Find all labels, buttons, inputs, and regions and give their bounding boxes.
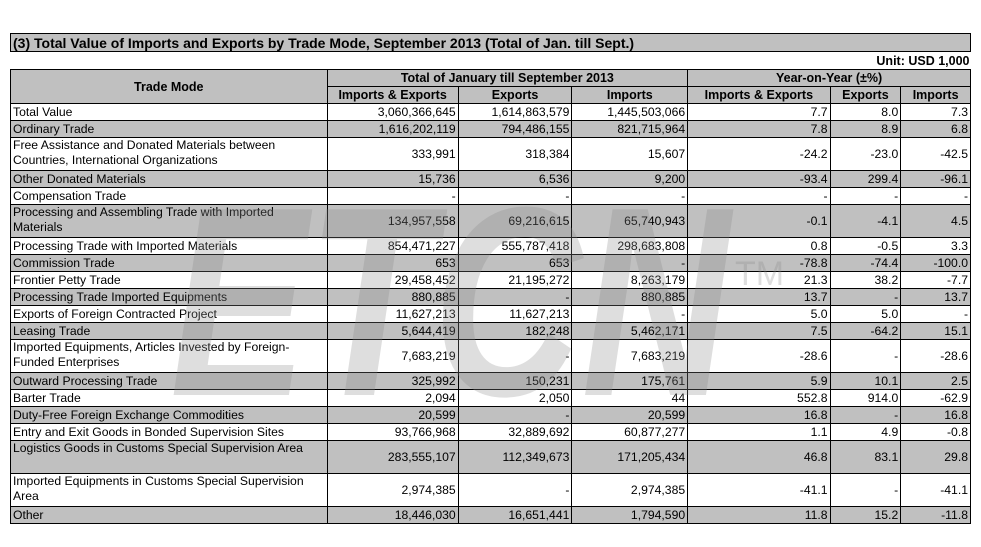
total-imports-cell: 880,885 (572, 289, 688, 306)
yoy-imports-cell: 15.1 (901, 323, 971, 340)
col-header-yoy-exports: Exports (830, 87, 901, 104)
total-imports-exports-cell: - (327, 188, 458, 205)
yoy-imports-exports-cell: 21.3 (688, 272, 830, 289)
yoy-exports-cell: - (830, 340, 901, 373)
total-imports-cell: - (572, 255, 688, 272)
total-imports-exports-cell: 5,644,419 (327, 323, 458, 340)
total-exports-cell: 794,486,155 (458, 121, 572, 138)
yoy-group-header: Year-on-Year (±%) (688, 70, 971, 87)
total-imports-cell: 171,205,434 (572, 441, 688, 474)
yoy-exports-cell: -64.2 (830, 323, 901, 340)
yoy-exports-cell: 8.0 (830, 104, 901, 121)
total-imports-exports-cell: 29,458,452 (327, 272, 458, 289)
yoy-imports-cell: -42.5 (901, 138, 971, 171)
header-row-1 (11, 70, 971, 87)
yoy-imports-cell: -28.6 (901, 340, 971, 373)
total-exports-cell: 555,787,418 (458, 238, 572, 255)
total-imports-cell: 175,761 (572, 373, 688, 390)
table-row (11, 238, 971, 255)
total-imports-cell: 5,462,171 (572, 323, 688, 340)
yoy-imports-cell: 4.5 (901, 205, 971, 238)
trade-mode-cell: Imported Equipments, Articles Invested by Foreign-Funded Enterprises (11, 340, 328, 373)
yoy-exports-cell: 10.1 (830, 373, 901, 390)
trade-mode-cell: Logistics Goods in Customs Special Supervision Area (11, 441, 328, 474)
total-imports-cell: 7,683,219 (572, 340, 688, 373)
yoy-imports-cell: 3.3 (901, 238, 971, 255)
table-row (11, 441, 971, 474)
total-imports-cell: 8,263,179 (572, 272, 688, 289)
table-row (11, 272, 971, 289)
table-row (11, 323, 971, 340)
yoy-imports-exports-cell: -28.6 (688, 340, 830, 373)
table-row (11, 424, 971, 441)
table-row (11, 373, 971, 390)
yoy-imports-exports-cell: -93.4 (688, 171, 830, 188)
col-header-yoy-imports-exports: Imports & Exports (688, 87, 830, 104)
total-imports-cell: 60,877,277 (572, 424, 688, 441)
yoy-exports-cell: - (830, 289, 901, 306)
trade-mode-cell: Exports of Foreign Contracted Project (11, 306, 328, 323)
col-header-total-exports: Exports (458, 87, 572, 104)
unit-row (11, 52, 971, 70)
table-body (11, 104, 971, 524)
total-exports-cell: 6,536 (458, 171, 572, 188)
yoy-imports-cell: -62.9 (901, 390, 971, 407)
total-exports-cell: 16,651,441 (458, 507, 572, 524)
yoy-imports-exports-cell: 7.8 (688, 121, 830, 138)
total-imports-exports-cell: 1,616,202,119 (327, 121, 458, 138)
yoy-imports-cell: 7.3 (901, 104, 971, 121)
table-row (11, 255, 971, 272)
total-imports-exports-cell: 7,683,219 (327, 340, 458, 373)
yoy-imports-cell: - (901, 188, 971, 205)
yoy-imports-cell: 13.7 (901, 289, 971, 306)
trade-mode-cell: Processing and Assembling Trade with Imported Materials (11, 205, 328, 238)
trade-mode-cell: Frontier Petty Trade (11, 272, 328, 289)
yoy-imports-exports-cell: 552.8 (688, 390, 830, 407)
trade-mode-cell: Barter Trade (11, 390, 328, 407)
total-exports-cell: 21,195,272 (458, 272, 572, 289)
yoy-imports-cell: 29.8 (901, 441, 971, 474)
yoy-imports-cell: - (901, 306, 971, 323)
yoy-imports-exports-cell: 5.0 (688, 306, 830, 323)
trade-mode-cell: Entry and Exit Goods in Bonded Supervision Sites (11, 424, 328, 441)
col-header-yoy-imports: Imports (901, 87, 971, 104)
yoy-imports-cell: 16.8 (901, 407, 971, 424)
total-imports-cell: 1,445,503,066 (572, 104, 688, 121)
yoy-exports-cell: -74.4 (830, 255, 901, 272)
total-exports-cell: - (458, 407, 572, 424)
yoy-imports-exports-cell: 13.7 (688, 289, 830, 306)
yoy-imports-exports-cell: 16.8 (688, 407, 830, 424)
watermark-text: ETCN (170, 170, 736, 430)
table-row (11, 390, 971, 407)
total-imports-exports-cell: 325,992 (327, 373, 458, 390)
total-exports-cell: 69,216,615 (458, 205, 572, 238)
total-exports-cell: - (458, 474, 572, 507)
total-imports-cell: - (572, 306, 688, 323)
table-row (11, 507, 971, 524)
trade-mode-table (10, 52, 971, 524)
yoy-imports-cell: -96.1 (901, 171, 971, 188)
total-imports-exports-cell: 15,736 (327, 171, 458, 188)
table-row (11, 138, 971, 171)
total-exports-cell: 653 (458, 255, 572, 272)
yoy-exports-cell: - (830, 188, 901, 205)
total-exports-cell: - (458, 289, 572, 306)
total-exports-cell: 150,231 (458, 373, 572, 390)
yoy-exports-cell: 15.2 (830, 507, 901, 524)
yoy-imports-exports-cell: 7.7 (688, 104, 830, 121)
total-exports-cell: - (458, 340, 572, 373)
total-imports-cell: 44 (572, 390, 688, 407)
watermark-tm: TM (735, 255, 785, 293)
total-imports-exports-cell: 880,885 (327, 289, 458, 306)
yoy-imports-cell: 6.8 (901, 121, 971, 138)
col-header-total-imports-exports: Imports & Exports (327, 87, 458, 104)
trade-mode-cell: Ordinary Trade (11, 121, 328, 138)
total-imports-exports-cell: 2,094 (327, 390, 458, 407)
table-row (11, 474, 971, 507)
yoy-imports-exports-cell: 1.1 (688, 424, 830, 441)
col-header-total-imports: Imports (572, 87, 688, 104)
table-row (11, 171, 971, 188)
yoy-imports-exports-cell: 7.5 (688, 323, 830, 340)
total-imports-exports-cell: 18,446,030 (327, 507, 458, 524)
yoy-exports-cell: 83.1 (830, 441, 901, 474)
yoy-imports-cell: 2.5 (901, 373, 971, 390)
yoy-imports-cell: -11.8 (901, 507, 971, 524)
total-exports-cell: 1,614,863,579 (458, 104, 572, 121)
yoy-exports-cell: -0.5 (830, 238, 901, 255)
yoy-imports-exports-cell: 11.8 (688, 507, 830, 524)
trade-mode-cell: Duty-Free Foreign Exchange Commodities (11, 407, 328, 424)
trade-mode-cell: Imported Equipments in Customs Special Supervision Area (11, 474, 328, 507)
total-imports-exports-cell: 20,599 (327, 407, 458, 424)
total-exports-cell: 32,889,692 (458, 424, 572, 441)
yoy-imports-cell: -100.0 (901, 255, 971, 272)
table-row (11, 188, 971, 205)
total-imports-cell: - (572, 188, 688, 205)
yoy-imports-exports-cell: 46.8 (688, 441, 830, 474)
total-imports-cell: 2,974,385 (572, 474, 688, 507)
trade-mode-cell: Processing Trade Imported Equipments (11, 289, 328, 306)
yoy-imports-exports-cell: - (688, 188, 830, 205)
yoy-exports-cell: 38.2 (830, 272, 901, 289)
table-row (11, 340, 971, 373)
total-exports-cell: 318,384 (458, 138, 572, 171)
total-imports-cell: 65,740,943 (572, 205, 688, 238)
yoy-exports-cell: -23.0 (830, 138, 901, 171)
total-exports-cell: - (458, 188, 572, 205)
total-imports-exports-cell: 854,471,227 (327, 238, 458, 255)
total-imports-cell: 1,794,590 (572, 507, 688, 524)
total-exports-cell: 11,627,213 (458, 306, 572, 323)
yoy-exports-cell: 5.0 (830, 306, 901, 323)
total-imports-exports-cell: 3,060,366,645 (327, 104, 458, 121)
total-imports-cell: 9,200 (572, 171, 688, 188)
table-row (11, 306, 971, 323)
unit-label: Unit: USD 1,000 (876, 53, 970, 68)
total-imports-exports-cell: 283,555,107 (327, 441, 458, 474)
yoy-imports-exports-cell: 0.8 (688, 238, 830, 255)
total-group-header: Total of January till September 2013 (327, 70, 688, 87)
table-row (11, 104, 971, 121)
total-imports-cell: 15,607 (572, 138, 688, 171)
yoy-imports-exports-cell: -78.8 (688, 255, 830, 272)
yoy-imports-exports-cell: -41.1 (688, 474, 830, 507)
total-imports-exports-cell: 134,957,558 (327, 205, 458, 238)
trade-mode-cell: Commission Trade (11, 255, 328, 272)
total-imports-cell: 821,715,964 (572, 121, 688, 138)
trade-mode-cell: Outward Processing Trade (11, 373, 328, 390)
yoy-exports-cell: - (830, 407, 901, 424)
table-row (11, 205, 971, 238)
trade-mode-cell: Other (11, 507, 328, 524)
trade-mode-header: Trade Mode (11, 70, 328, 104)
trade-mode-cell: Free Assistance and Donated Materials between Countries, International Organizations (11, 138, 328, 171)
yoy-imports-exports-cell: 5.9 (688, 373, 830, 390)
yoy-exports-cell: -4.1 (830, 205, 901, 238)
total-imports-exports-cell: 333,991 (327, 138, 458, 171)
total-imports-cell: 298,683,808 (572, 238, 688, 255)
total-exports-cell: 182,248 (458, 323, 572, 340)
yoy-imports-cell: -7.7 (901, 272, 971, 289)
yoy-imports-exports-cell: -0.1 (688, 205, 830, 238)
total-imports-exports-cell: 653 (327, 255, 458, 272)
yoy-exports-cell: 299.4 (830, 171, 901, 188)
table-title: (3) Total Value of Imports and Exports by Trade Mode, September 2013 (Total of Jan. till Sept.) (10, 33, 971, 52)
yoy-imports-exports-cell: -24.2 (688, 138, 830, 171)
trade-mode-cell: Leasing Trade (11, 323, 328, 340)
yoy-exports-cell: 8.9 (830, 121, 901, 138)
trade-mode-cell: Total Value (11, 104, 328, 121)
total-imports-exports-cell: 2,974,385 (327, 474, 458, 507)
yoy-exports-cell: - (830, 474, 901, 507)
yoy-imports-cell: -0.8 (901, 424, 971, 441)
yoy-exports-cell: 914.0 (830, 390, 901, 407)
total-imports-exports-cell: 11,627,213 (327, 306, 458, 323)
trade-mode-cell: Processing Trade with Imported Materials (11, 238, 328, 255)
yoy-exports-cell: 4.9 (830, 424, 901, 441)
total-imports-cell: 20,599 (572, 407, 688, 424)
total-exports-cell: 112,349,673 (458, 441, 572, 474)
table-row (11, 289, 971, 306)
total-imports-exports-cell: 93,766,968 (327, 424, 458, 441)
trade-mode-cell: Other Donated Materials (11, 171, 328, 188)
report-panel (10, 33, 971, 524)
trade-mode-cell: Compensation Trade (11, 188, 328, 205)
table-row (11, 121, 971, 138)
table-row (11, 407, 971, 424)
total-exports-cell: 2,050 (458, 390, 572, 407)
yoy-imports-cell: -41.1 (901, 474, 971, 507)
